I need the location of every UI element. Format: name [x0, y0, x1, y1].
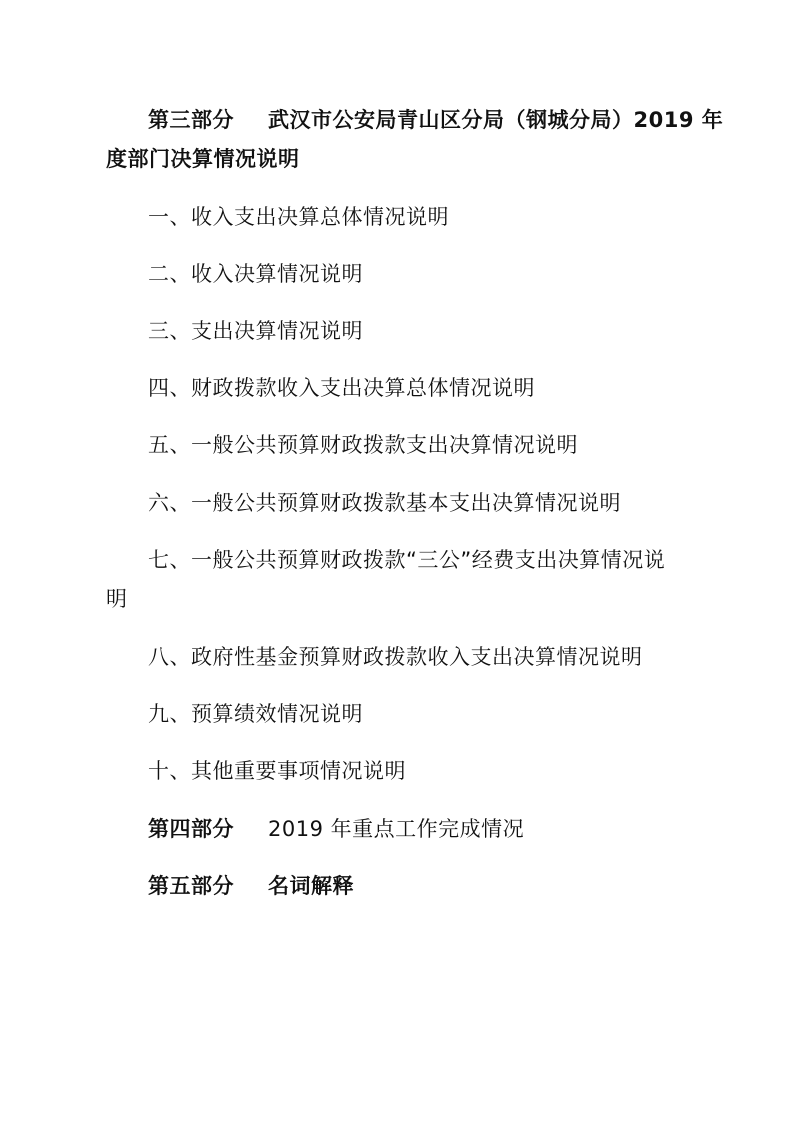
part3-title-line1: 武汉市公安局青山区分局（钢城分局）2019 年 — [268, 108, 724, 132]
part5-label: 第五部分 — [148, 874, 234, 898]
part5-title: 名词解释 — [268, 874, 354, 898]
list-item: 十、其他重要事项情况说明 — [148, 759, 406, 783]
list-item: 四、财政拨款收入支出决算总体情况说明 — [148, 376, 535, 400]
list-item: 二、收入决算情况说明 — [148, 262, 363, 286]
part3-title-line2: 度部门决算情况说明 — [106, 147, 300, 171]
list-item: 九、预算绩效情况说明 — [148, 702, 363, 726]
list-item: 五、一般公共预算财政拨款支出决算情况说明 — [148, 433, 578, 457]
list-item: 七、一般公共预算财政拨款“三公”经费支出决算情况说 — [148, 548, 666, 572]
part4-title: 2019 年重点工作完成情况 — [268, 817, 525, 841]
part5-heading-line — [148, 872, 354, 900]
list-item: 六、一般公共预算财政拨款基本支出决算情况说明 — [148, 491, 621, 515]
list-item: 一、收入支出决算总体情况说明 — [148, 205, 449, 229]
part4-heading-line — [148, 815, 524, 843]
list-item-continuation: 明 — [106, 587, 128, 611]
part3-label: 第三部分 — [148, 108, 234, 132]
list-item: 八、政府性基金预算财政拨款收入支出决算情况说明 — [148, 645, 643, 669]
part3-heading-line — [148, 106, 723, 134]
part4-label: 第四部分 — [148, 817, 234, 841]
list-item: 三、支出决算情况说明 — [148, 319, 363, 343]
